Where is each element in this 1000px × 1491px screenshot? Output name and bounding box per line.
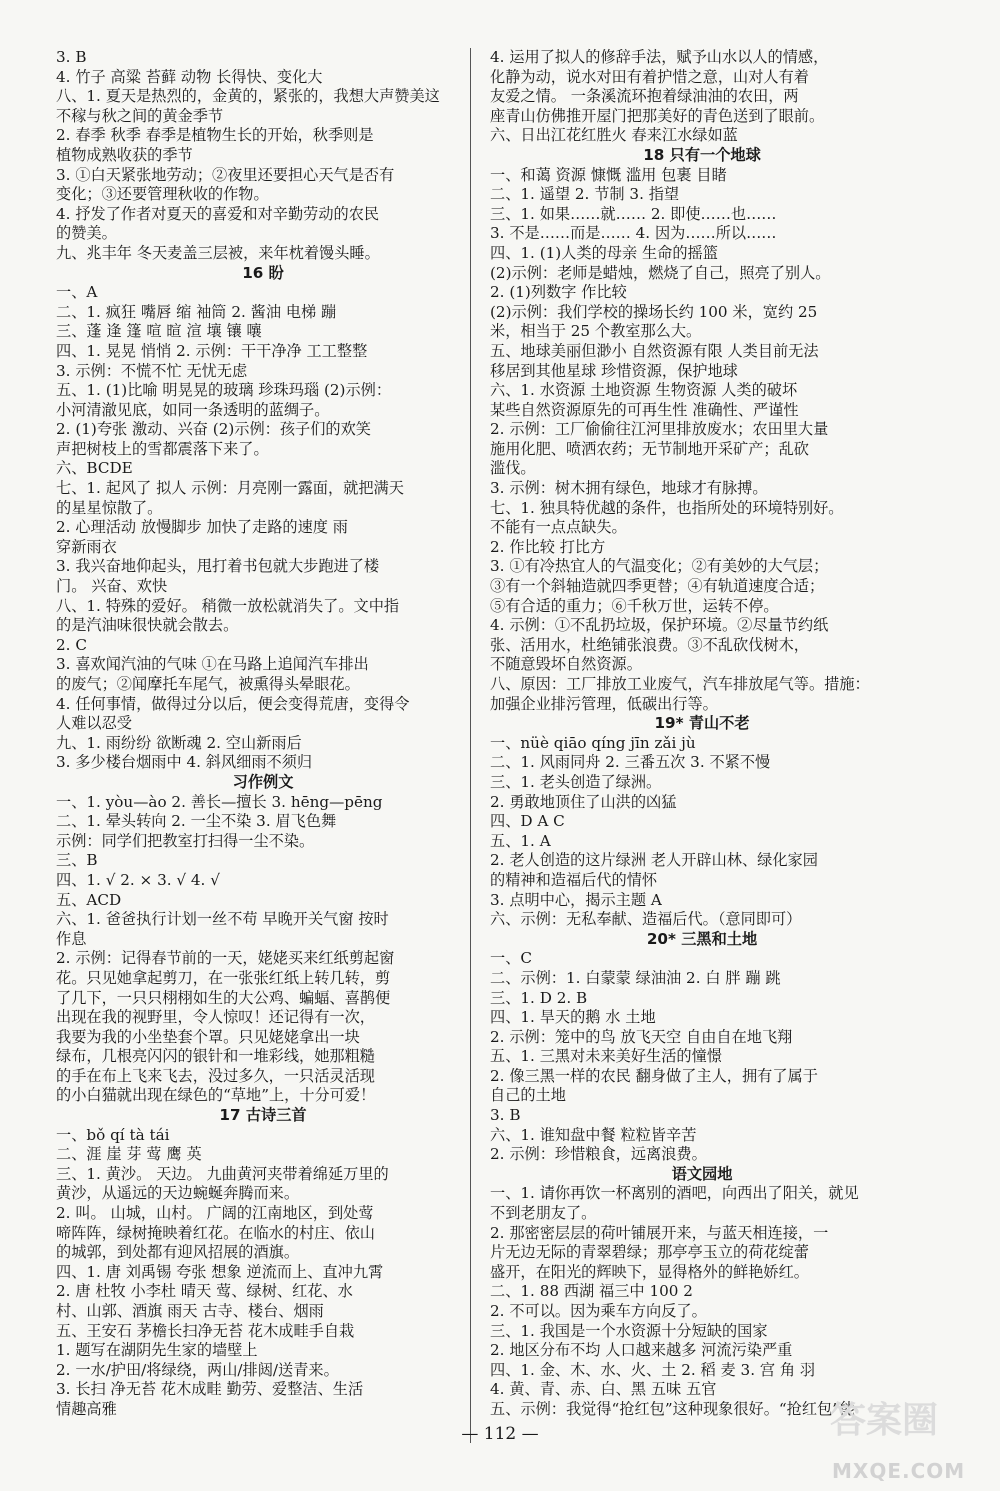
answer-line: 一、nüè qiāo qíng jīn zǎi jù <box>490 733 696 752</box>
answer-line: 2. 像三黑一样的农民 翻身做了主人，拥有了属于 <box>490 1066 818 1085</box>
answer-line: 黄沙，从遥远的天边蜿蜒奔腾而来。 <box>56 1184 299 1203</box>
page-number: — 112 — <box>461 1424 539 1444</box>
section-title: 19* 青山不老 <box>654 714 750 733</box>
answer-line: 2. (1)夸张 激动、兴奋 (2)示例：孩子们的欢笑 <box>56 420 371 439</box>
answer-line: 的星星惊散了。 <box>56 498 163 517</box>
answer-line: 小河清澈见底，如同一条透明的蓝绸子。 <box>56 400 330 419</box>
answer-line: 六、示例：无私奉献、造福后代。（意同即可） <box>490 910 802 929</box>
answer-line: 化静为动，说水对田有着护惜之意，山对人有着 <box>490 67 809 86</box>
answer-line: 一、1. 请你再饮一杯离别的酒吧，向西出了阳关，就见 <box>490 1184 859 1203</box>
answer-line: 2. 唐 杜牧 小李杜 晴天 莺、绿树、红花、水 <box>56 1282 353 1301</box>
answer-line: 一、1. yòu—ào 2. 善长—擅长 3. hēng—pēng <box>56 792 383 811</box>
answer-line: 2. 勇敢地顶住了山洪的凶猛 <box>490 792 677 811</box>
answer-line: 2. 地区分布不均 人口越来越多 河流污染严重 <box>490 1341 793 1360</box>
answer-line: 五、1. 三黑对未来美好生活的憧憬 <box>490 1047 722 1066</box>
answer-line: 2. 示例：记得春节前的一天，姥姥买来红纸剪起窗 <box>56 949 395 968</box>
answer-line: 一、bǒ qí tà tái <box>56 1125 170 1144</box>
section-title: 18 只有一个地球 <box>643 145 761 164</box>
answer-line: 二、1. 疯狂 嘴唇 缩 袖筒 2. 酱油 电梯 蹦 <box>56 302 337 321</box>
answer-line: 的城郭，到处都有迎风招展的酒旗。 <box>56 1243 299 1262</box>
answer-line: 的赞美。 <box>56 224 117 243</box>
answer-line: 六、1. 爸爸执行计划一丝不苟 早晚开关气窗 按时 <box>56 910 389 929</box>
answer-line: 二、1. 风雨同舟 2. 三番五次 3. 不紧不慢 <box>490 753 771 772</box>
answer-line: 加强企业排污管理，低碳出行等。 <box>490 694 718 713</box>
section-title: 语文园地 <box>671 1164 733 1183</box>
answer-line: 不稼与秋之间的黄金季节 <box>56 106 224 125</box>
answer-line: 二、1. 遥望 2. 节制 3. 指望 <box>490 185 680 204</box>
answer-line: 四、1. (1)人类的母亲 生命的摇篮 <box>490 243 718 262</box>
answer-line: ⑤有合适的重力；⑥千秋万世，运转不停。 <box>490 596 779 615</box>
answer-line: 一、和蔼 资源 慷慨 滥用 包裹 目睹 <box>490 165 727 184</box>
answer-line: 3. 点明中心，揭示主题 A <box>490 890 662 909</box>
answer-line: 米，相当于 25 个教室那么大。 <box>490 322 702 341</box>
answer-line: 八、1. 夏天是热烈的，金黄的，紧张的，我想大声赞美这 <box>56 87 440 106</box>
answer-line: 3. 示例：不慌不忙 无忧无虑 <box>56 361 248 380</box>
answer-line: 七、1. 起风了 拟人 示例：月亮刚一露面，就把满天 <box>56 479 404 498</box>
answer-line: 2. 心理活动 放慢脚步 加快了走路的速度 雨 <box>56 518 348 537</box>
answer-line: 四、1. 晃晃 悄悄 2. 示例：干干净净 工工整整 <box>56 341 368 360</box>
answer-line: 了几下，一只只栩栩如生的大公鸡、蝙蝠、喜鹊便 <box>56 988 391 1007</box>
answer-line: 二、涯 崖 芽 莺 鹰 英 <box>56 1145 202 1164</box>
answer-line: 情趣高雅 <box>56 1399 117 1418</box>
answer-line: 人难以忍受 <box>56 714 132 733</box>
answer-line: 的废气；②闻摩托车尾气，被熏得头晕眼花。 <box>56 675 360 693</box>
answer-line: 移居到其他星球 珍惜资源，保护地球 <box>490 361 738 380</box>
answer-line: 2. 一水/护田/将绿绕，两山/排闼/送青来。 <box>56 1360 339 1379</box>
answer-line: 二、示例：1. 白蒙蒙 绿油油 2. 白 胖 蹦 跳 <box>490 968 781 987</box>
answer-line: 2. 示例：工厂偷偷往江河里排放废水；农田里大量 <box>490 420 829 439</box>
left-column <box>56 48 450 1420</box>
answer-line: 2. 不可以。因为乘车方向反了。 <box>490 1302 707 1320</box>
answer-line: 一、C <box>490 949 532 968</box>
answer-line: 三、蓬 逢 篷 喧 暄 渲 壤 镶 嚷 <box>56 322 262 341</box>
answer-line: 2. 叫。 山城，山村。 广阔的江南地区，到处莺 <box>56 1204 374 1223</box>
answer-line: 的精神和造福后代的情怀 <box>490 870 658 889</box>
section-title: 20* 三黑和土地 <box>646 929 758 948</box>
answer-line: 3. ①有冷热宜人的气温变化；②有美妙的大气层； <box>490 557 829 576</box>
answer-line: 4. 竹子 高粱 苔藓 动物 长得快、变化大 <box>56 67 323 86</box>
answer-line: 3. B <box>490 1106 521 1125</box>
answer-line: 2. 那密密层层的荷叶铺展开来，与蓝天相连接，一 <box>490 1223 829 1242</box>
answer-line: 我要为我的小坐垫套个罩。只见姥姥拿出一块 <box>56 1027 360 1046</box>
answer-line: 张、活用水，杜绝铺张浪费。③不乱砍伐树木， <box>490 635 809 654</box>
svg-text:MXQE.COM: MXQE.COM <box>832 1459 966 1483</box>
answer-line: 3. 喜欢闻汽油的气味 ①在马路上追闻汽车排出 <box>56 655 369 674</box>
answer-line: 三、B <box>56 851 98 870</box>
answer-line: 的小白猫就出现在绿色的“草地”上，十分可爱！ <box>56 1086 376 1105</box>
answer-line: 四、1. 金、木、水、火、土 2. 稻 麦 3. 宫 角 羽 <box>490 1360 816 1379</box>
answer-line: ③有一个斜轴造就四季更替；④有轨道速度合适； <box>490 577 825 596</box>
answer-line: 某些自然资源原先的可再生性 准确性、严谨性 <box>490 400 799 419</box>
watermark-logo <box>820 1390 995 1490</box>
answer-line: 四、1. √ 2. × 3. √ 4. √ <box>56 870 220 889</box>
answer-line: 五、ACD <box>56 890 122 909</box>
answer-line: 五、王安石 茅檐长扫净无苔 花木成畦手自栽 <box>56 1321 355 1340</box>
answer-line: 变化；③还要管理秋收的作物。 <box>56 185 269 204</box>
answer-line: 3. ①白天紧张地劳动；②夜里还要担心天气是否有 <box>56 165 395 184</box>
answer-line: 九、兆丰年 冬天麦盖三层被，来年枕着馒头睡。 <box>56 243 380 262</box>
answer-line: 三、1. 黄沙。 天边。 九曲黄河夹带着绵延万里的 <box>56 1164 389 1183</box>
answer-line: 2. C <box>56 635 87 654</box>
answer-line: 不随意毁坏自然资源。 <box>490 655 642 674</box>
answer-line: 3. 长扫 净无苔 花木成畦 勤劳、爱整洁、生活 <box>56 1380 364 1399</box>
answer-line: 作息 <box>56 929 87 948</box>
answer-line: 1. 题写在湖阴先生家的墙壁上 <box>56 1341 258 1360</box>
answer-line: 不到老朋友了。 <box>490 1204 597 1223</box>
answer-line: 示例：同学们把教室打扫得一尘不染。 <box>56 831 315 850</box>
answer-line: (2)示例：我们学校的操场长约 100 米，宽约 25 <box>490 302 818 321</box>
column-divider <box>470 48 471 1443</box>
answer-line: 2. 示例：笼中的鸟 放飞天空 自由自在地飞翔 <box>490 1027 793 1046</box>
answer-line: 座青山仿佛推开屋门把那美好的青色送到了眼前。 <box>490 106 825 125</box>
answer-line: 花。只见她拿起剪刀，在一张张红纸上转几转，剪 <box>56 968 391 987</box>
section-title: 习作例文 <box>232 772 294 791</box>
answer-line: 五、地球美丽但渺小 自然资源有限 人类目前无法 <box>490 341 819 360</box>
svg-text:答案圈: 答案圈 <box>830 1400 939 1441</box>
answer-line: 2. (1)列数字 作比较 <box>490 283 627 302</box>
answer-line: 八、1. 特殊的爱好。 稍微一放松就消失了。文中指 <box>56 596 400 615</box>
answer-line: 四、1. 旱天的鹅 水 土地 <box>490 1008 656 1027</box>
answer-line: 六、1. 水资源 土地资源 生物资源 人类的破坏 <box>490 381 798 400</box>
answer-line: 友爱之情。 一条溪流环抱着绿油油的农田，两 <box>490 87 799 106</box>
answer-line: 村、山郭、酒旗 雨天 古寺、楼台、烟雨 <box>56 1302 324 1320</box>
answer-line: 二、1. 晕头转向 2. 一尘不染 3. 眉飞色舞 <box>56 812 337 831</box>
answer-line: 九、1. 雨纷纷 欲断魂 2. 空山新雨后 <box>56 733 302 752</box>
answer-line: 3. B <box>56 48 87 66</box>
answer-line: 片无边无际的青翠碧绿；那亭亭玉立的荷花绽蕾 <box>490 1243 809 1262</box>
answer-line: 四、1. 唐 刘禹锡 夸张 想象 逆流而上、直冲九霄 <box>56 1262 384 1281</box>
answer-line: 出现在我的视野里，令人惊叹！还记得有一次， <box>56 1008 375 1027</box>
answer-line: 3. 不是……而是…… 4. 因为……所以…… <box>490 224 777 243</box>
answer-line: 啼阵阵，绿树掩映着红花。在临水的村庄、依山 <box>56 1223 375 1242</box>
answer-line: 声把树枝上的雪都震落下来了。 <box>56 439 269 458</box>
answer-line: 六、BCDE <box>56 459 133 478</box>
answer-line: 滥伐。 <box>490 459 536 478</box>
answer-line: 植物成熟收获的季节 <box>56 145 193 164</box>
answer-line: 自己的土地 <box>490 1086 566 1105</box>
answer-line: 五、1. A <box>490 831 551 850</box>
answer-line: 二、1. 88 西湖 福三中 100 2 <box>490 1282 693 1301</box>
answer-line: 一、A <box>56 283 98 302</box>
answer-line: 施用化肥、喷洒农药；无节制地开采矿产；乱砍 <box>490 439 809 458</box>
answer-line: 穿新雨衣 <box>56 537 117 556</box>
answer-line: 五、示例：我觉得“抢红包”这种现象很好。“抢红包”能 <box>490 1399 856 1418</box>
answer-line: 3. 多少楼台烟雨中 4. 斜风细雨不须归 <box>56 753 313 772</box>
answer-line: 三、1. 老头创造了绿洲。 <box>490 772 662 791</box>
answer-line: (2)示例：老师是蜡烛，燃烧了自己，照亮了别人。 <box>490 263 831 282</box>
section-title: 16 盼 <box>242 263 284 282</box>
section-title: 17 古诗三首 <box>219 1106 307 1125</box>
answer-line: 4. 运用了拟人的修辞手法，赋予山水以人的情感， <box>490 48 829 66</box>
answer-line: 六、1. 谁知盘中餐 粒粒皆辛苦 <box>490 1125 697 1144</box>
answer-line: 4. 示例：①不乱扔垃圾，保护环境。②尽量节约纸 <box>490 616 829 635</box>
answer-line: 3. 我兴奋地仰起头，甩打着书包就大步跑进了楼 <box>56 557 380 576</box>
answer-line: 4. 任何事情，做得过分以后，便会变得荒唐，变得令 <box>56 694 410 713</box>
answer-line: 四、D A C <box>490 812 565 831</box>
answer-line: 2. 春季 秋季 春季是植物生长的开始，秋季则是 <box>56 126 374 145</box>
right-column <box>490 48 894 1420</box>
answer-line: 三、1. D 2. B <box>490 988 588 1007</box>
answer-line: 门。 兴奋、欢快 <box>56 577 168 596</box>
answer-line: 3. 示例：树木拥有绿色，地球才有脉搏。 <box>490 479 768 498</box>
answer-line: 盛开，在阳光的辉映下，显得格外的鲜艳娇红。 <box>490 1262 809 1281</box>
answer-line: 2. 作比较 打比方 <box>490 537 606 556</box>
answer-line: 五、1. (1)比喻 明晃晃的玻璃 珍珠玛瑙 (2)示例： <box>56 381 392 400</box>
answer-line: 2. 老人创造的这片绿洲 老人开辟山林、绿化家园 <box>490 851 818 870</box>
answer-line: 六、日出江花红胜火 春来江水绿如蓝 <box>490 126 738 145</box>
answer-line: 绿布，几根亮闪闪的银针和一堆彩线，她那粗糙 <box>56 1047 375 1066</box>
answer-line: 七、1. 独具特优越的条件，也指所处的环境特别好。 <box>490 498 844 517</box>
answer-line: 三、1. 我国是一个水资源十分短缺的国家 <box>490 1321 768 1340</box>
answer-line: 的是汽油味很快就会散去。 <box>56 616 239 635</box>
answer-line: 不能有一点点缺失。 <box>490 518 627 537</box>
answer-line: 4. 抒发了作者对夏天的喜爱和对辛勤劳动的农民 <box>56 204 380 223</box>
answer-line: 八、原因：工厂排放工业废气，汽车排放尾气等。措施： <box>490 675 870 693</box>
answer-line: 的手在布上飞来飞去，没过多久，一只活灵活现 <box>56 1066 375 1085</box>
answer-line: 4. 黄、青、赤、白、黑 五味 五官 <box>490 1380 717 1399</box>
answer-line: 三、1. 如果……就…… 2. 即使……也…… <box>490 204 777 223</box>
answer-line: 2. 示例：珍惜粮食，远离浪费。 <box>490 1145 707 1164</box>
